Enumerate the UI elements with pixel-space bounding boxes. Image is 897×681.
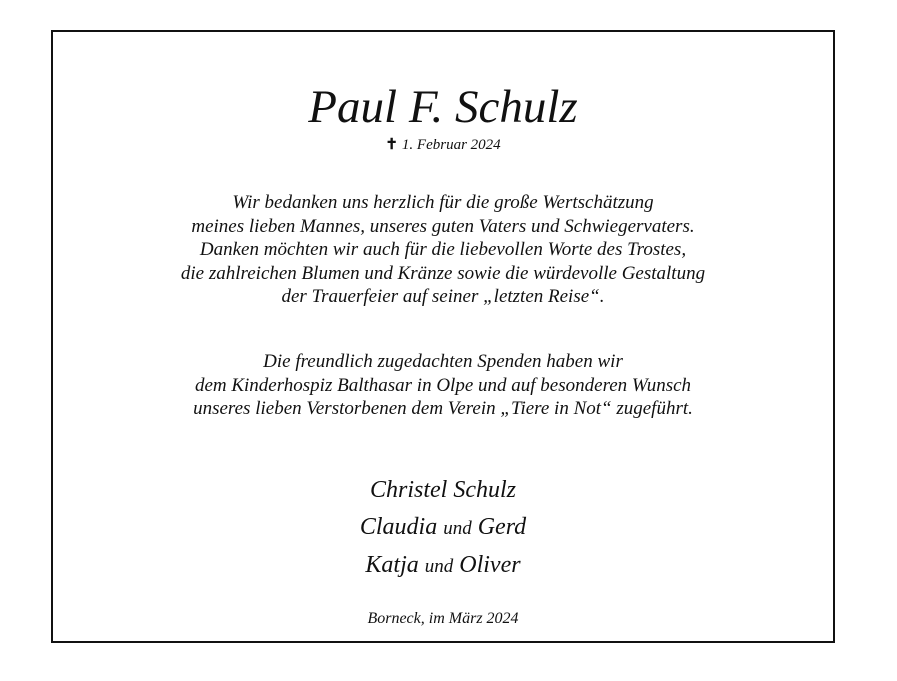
donation-paragraph bbox=[53, 350, 833, 421]
signers-block bbox=[53, 472, 833, 585]
obituary-card bbox=[51, 30, 835, 643]
donation-line: dem Kinderhospiz Balthasar in Olpe und auf besonderen Wunsch bbox=[194, 374, 692, 396]
thanks-line: Wir bedanken uns herzlich für die große Wertschätzung bbox=[232, 192, 654, 213]
signer-line bbox=[53, 509, 833, 547]
deceased-name: Paul F. Schulz bbox=[308, 81, 578, 133]
signer-line bbox=[53, 472, 833, 509]
cross-icon: ✝ bbox=[385, 137, 398, 153]
signer-connector: und bbox=[443, 518, 472, 539]
thanks-paragraph bbox=[53, 191, 833, 309]
death-date-line bbox=[53, 135, 833, 155]
thanks-line: meines lieben Mannes, unseres guten Vaters und Schwiegervaters. bbox=[191, 215, 695, 237]
signer-name: Oliver bbox=[459, 552, 521, 578]
donation-line: Die freundlich zugedachten Spenden haben wir bbox=[263, 351, 623, 372]
death-date: 1. Februar 2024 bbox=[401, 137, 501, 153]
thanks-line: die zahlreichen Blumen und Kränze sowie die würdevolle Gestaltung bbox=[180, 262, 706, 284]
donation-line: unseres lieben Verstorbenen dem Verein „Tiere in Not“ zugeführt. bbox=[193, 398, 693, 419]
thanks-line: Danken möchten wir auch für die liebevollen Worte des Trostes, bbox=[199, 239, 687, 260]
signer-connector: und bbox=[424, 556, 454, 577]
place-and-date: Borneck, im März 2024 bbox=[367, 610, 519, 627]
signer-line bbox=[53, 547, 833, 585]
signer-name: Claudia bbox=[359, 514, 438, 540]
signer-name: Katja bbox=[365, 552, 419, 578]
thanks-line: der Trauerfeier auf seiner „letzten Reise“. bbox=[281, 286, 605, 307]
signer-name: Christel Schulz bbox=[369, 477, 516, 503]
signer-name: Gerd bbox=[477, 514, 527, 540]
